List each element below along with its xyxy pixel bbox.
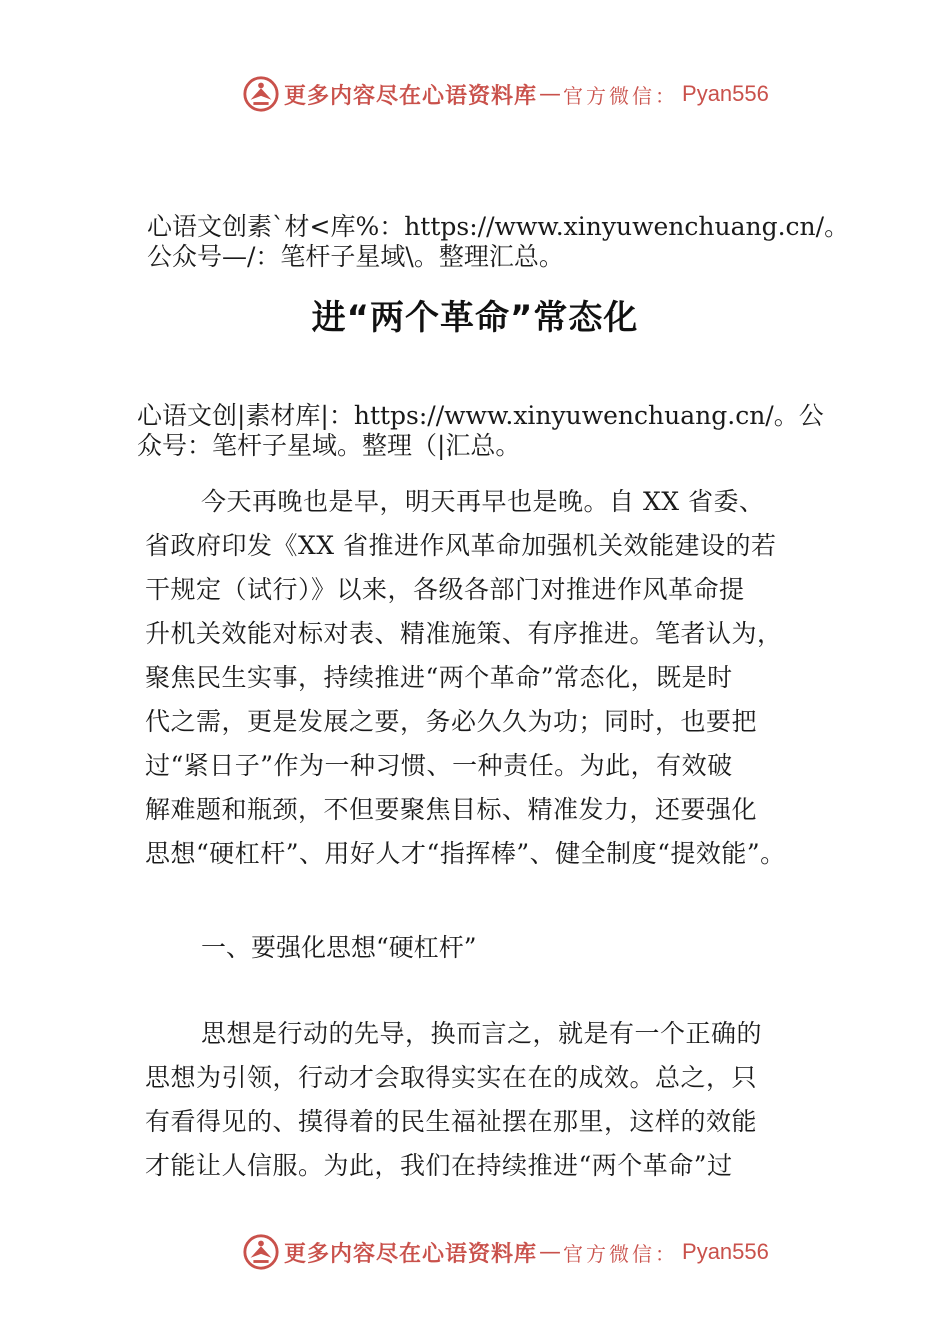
paragraph-line: 代之需，更是发展之要，务必久久为功；同时，也要把	[145, 707, 758, 736]
paragraph-1	[145, 480, 815, 876]
paragraph-line: 干规定（试行）》以来，各级各部门对推进作风革命提	[145, 575, 745, 604]
source-line-1: 心语文创素`材<库%：https://www.xinyuwenchuang.cn/。	[147, 212, 850, 241]
banner-dash: —	[539, 1239, 562, 1265]
paragraph-line: 才能让人信服。为此，我们在持续推进“两个革命”过	[145, 1151, 733, 1180]
banner-wechat-id: Pyan556	[682, 1239, 769, 1264]
paragraph-2	[145, 1012, 815, 1188]
source-line-2: 公众号—/：笔杆子星域\。整理汇总。	[147, 242, 564, 271]
banner-wechat-label: 官方微信：	[563, 1241, 679, 1266]
banner-dash: —	[539, 81, 562, 107]
paragraph-line: 思想是行动的先导，换而言之，就是有一个正确的	[201, 1019, 763, 1048]
header-banner	[242, 72, 769, 116]
paragraph-line: 省政府印发《XX 省推进作风革命加强机关效能建设的若	[145, 531, 777, 560]
document-title: 进“两个革命”常态化	[311, 298, 639, 338]
banner-text: 更多内容尽在心语资料库	[284, 82, 538, 109]
banner-text: 更多内容尽在心语资料库	[284, 1240, 538, 1267]
paragraph-line: 思想为引领，行动才会取得实实在在的成效。总之，只	[145, 1063, 758, 1092]
source2-line-1: 心语文创|素材库|：https://www.xinyuwenchuang.cn/。公	[137, 401, 824, 430]
banner-wechat-label: 官方微信：	[563, 83, 679, 108]
paragraph-line: 思想“硬杠杆”、用好人才“指挥棒”、健全制度“提效能”。	[145, 839, 786, 868]
paragraph-line: 升机关效能对标对表、精准施策、有序推进。笔者认为，	[145, 619, 783, 648]
paragraph-line: 解难题和瓶颈，不但要聚焦目标、精准发力，还要强化	[145, 795, 758, 824]
paragraph-line: 今天再晚也是早，明天再早也是晚。自 XX 省委、	[201, 487, 765, 516]
paragraph-line: 聚焦民生实事，持续推进“两个革命”常态化，既是时	[145, 663, 733, 692]
paragraph-line: 有看得见的、摸得着的民生福祉摆在那里，这样的效能	[145, 1107, 758, 1136]
source2-line-2: 众号：笔杆子星域。整理（|汇总。	[137, 431, 521, 460]
book-logo-icon	[242, 1233, 280, 1271]
footer-banner	[242, 1230, 769, 1274]
banner-wechat-id: Pyan556	[682, 81, 769, 106]
book-logo-icon	[242, 75, 280, 113]
paragraph-line: 过“紧日子”作为一种习惯、一种责任。为此，有效破	[145, 751, 733, 780]
section-heading-1: 一、要强化思想“硬杠杆”	[201, 933, 477, 962]
